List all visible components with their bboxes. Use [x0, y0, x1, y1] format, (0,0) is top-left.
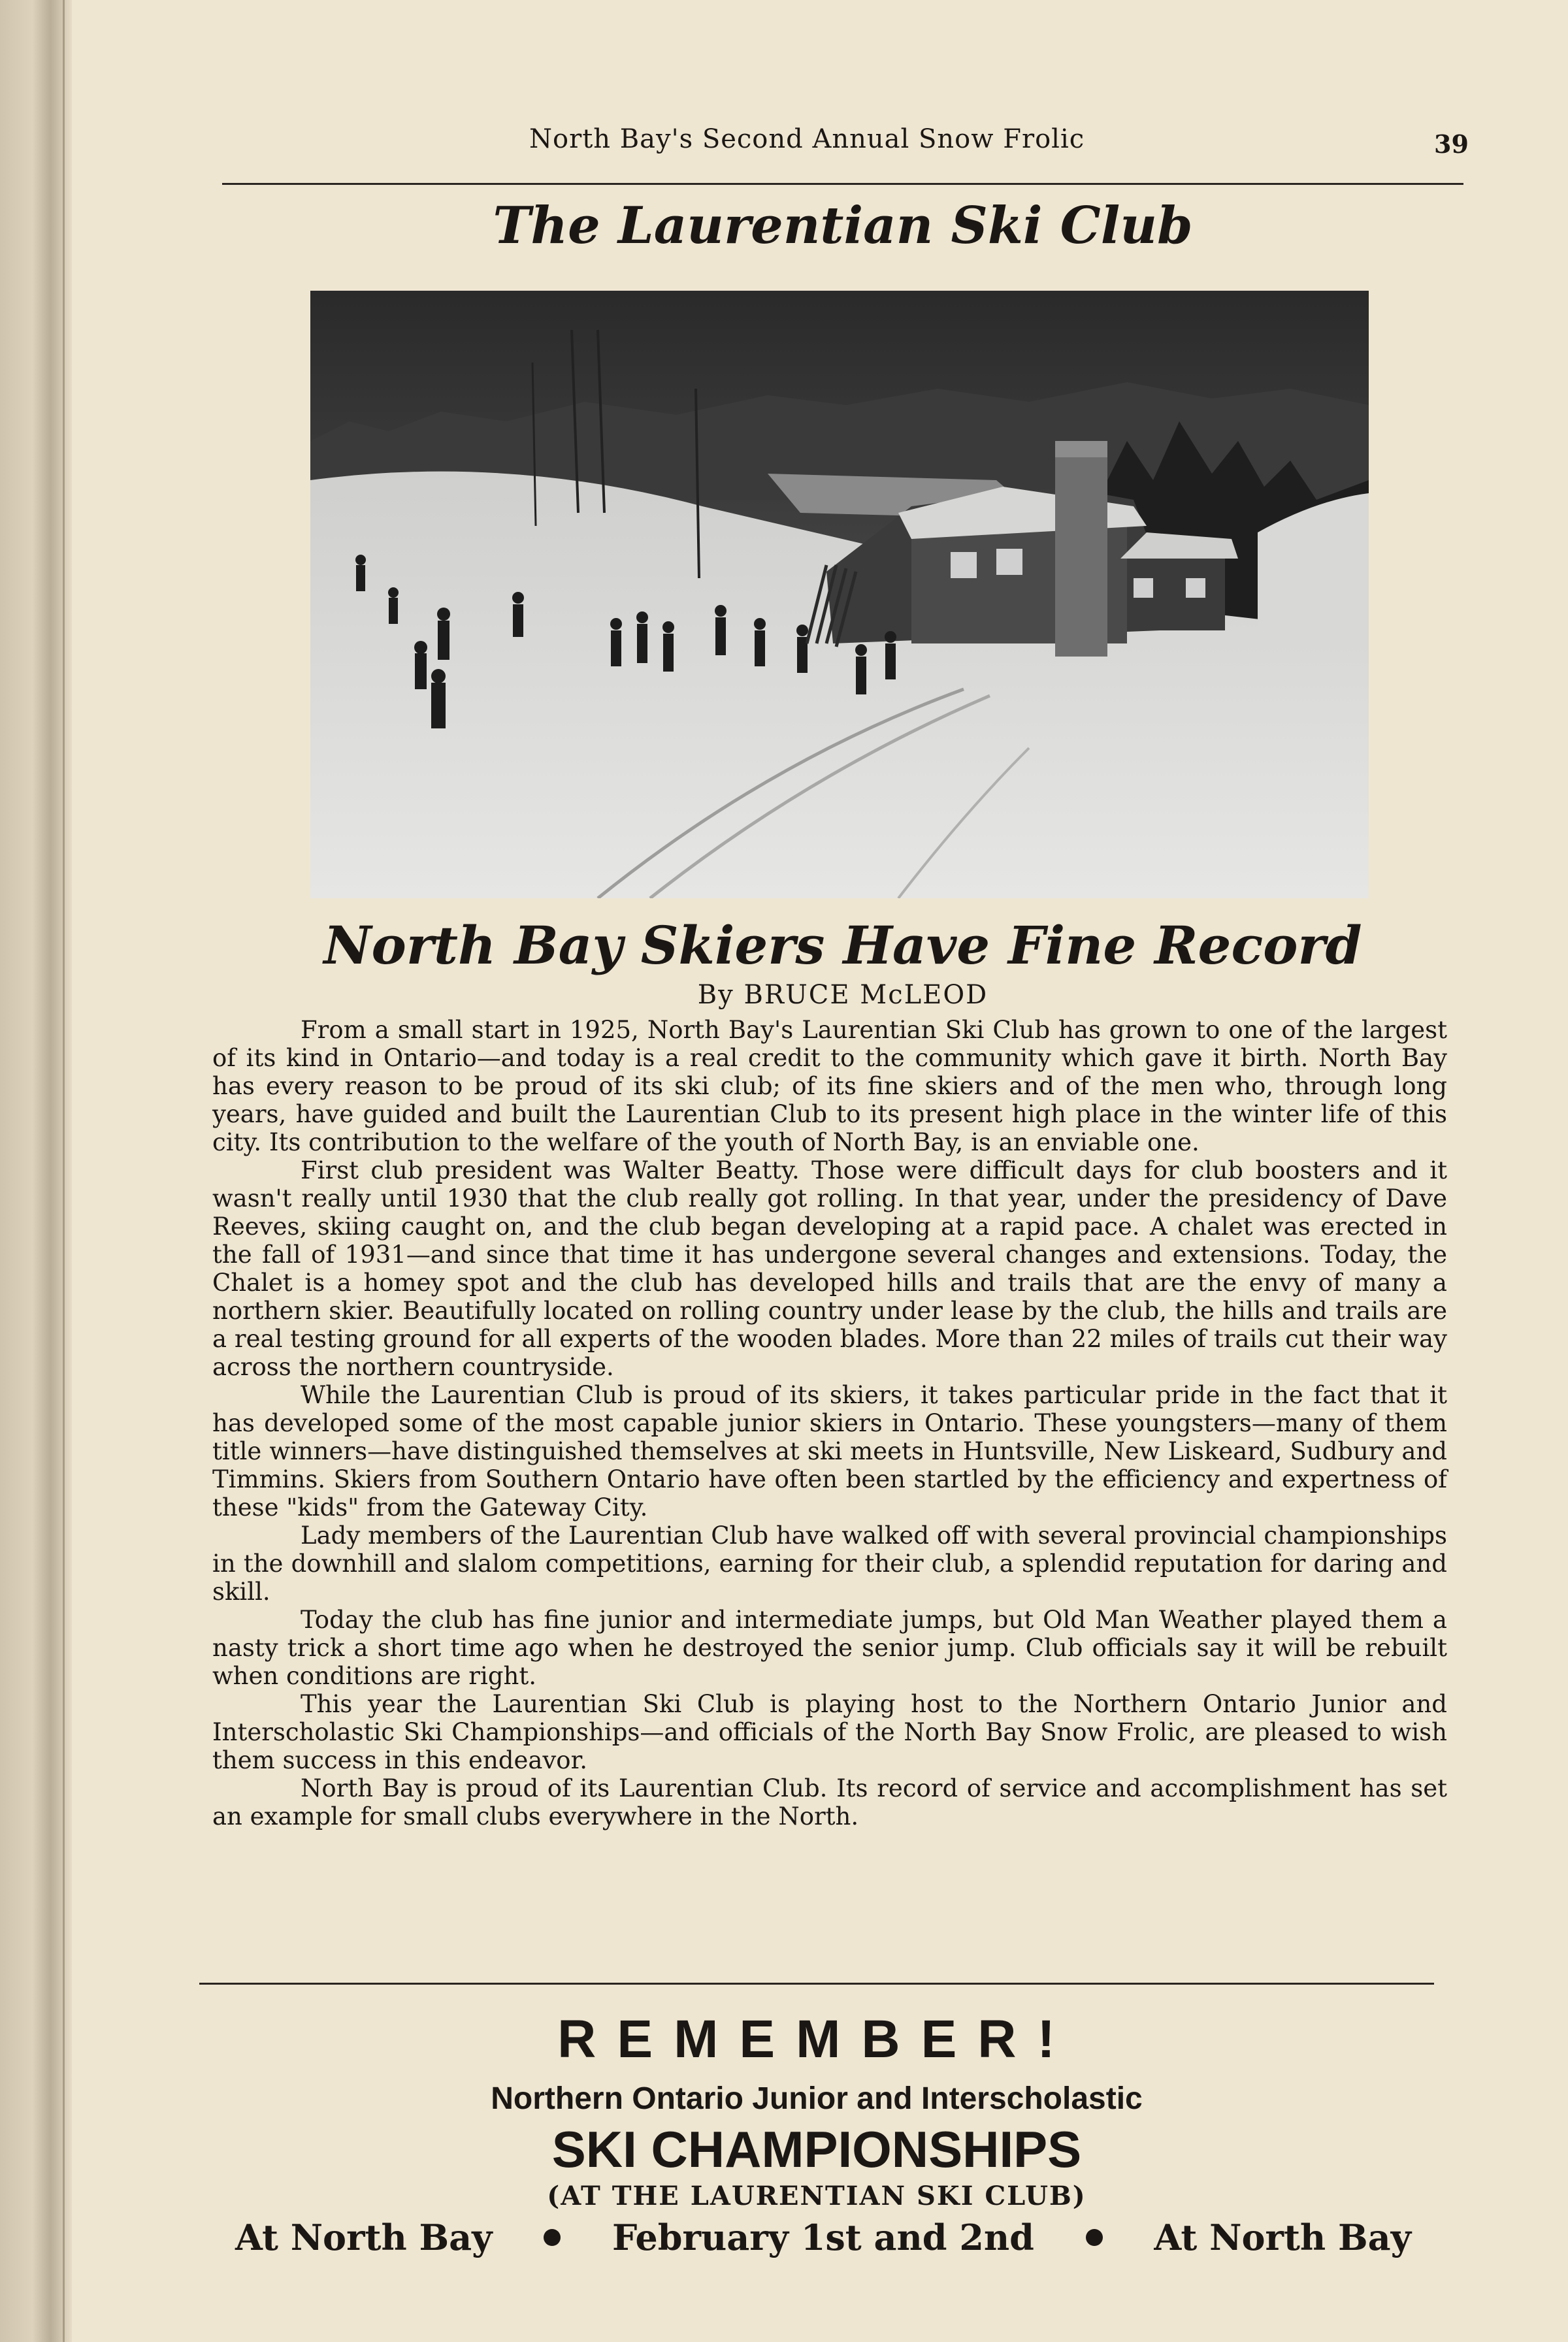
photo-lodge-skiers	[310, 291, 1369, 898]
championship-subtitle: Northern Ontario Junior and Interscholastic	[491, 2081, 1143, 2116]
article-body	[212, 1016, 1447, 1830]
header-rule	[222, 183, 1463, 185]
page-binding	[0, 0, 72, 2342]
page-header	[222, 118, 1469, 170]
club-title: The Laurentian Ski Club	[493, 196, 1193, 255]
article-paragraph: Lady members of the Laurentian Club have walked off with several provincial championships in the downhill and slalom competitions, earning for their club, a splendid reputation for daring and skill.	[212, 1521, 1447, 1606]
running-title: North Bay's Second Annual Snow Frolic	[529, 124, 1085, 154]
article-paragraph: From a small start in 1925, North Bay's Laurentian Ski Club has grown to one of the largest of its kind in Ontario—and today is a real credit to the community which gave it birth. North Bay has every reason to be proud of its ski club; of its fine skiers and of the men who, through long years, have guided and built the Laurentian Club to its present high place in the winter life of this city. Its contribution to the welfare of the youth of North Bay, is an enviable one.	[212, 1016, 1447, 1156]
article-paragraph: This year the Laurentian Ski Club is playing host to the Northern Ontario Junior and Interscholastic Ski Championships—and officials of the North Bay Snow Frolic, are pleased to wish them success in this endeavor.	[212, 1690, 1447, 1774]
section-rule	[199, 1983, 1434, 1985]
binding-edge	[63, 0, 65, 2342]
bullet-icon	[1086, 2229, 1103, 2246]
location-right: At North Bay	[1154, 2217, 1411, 2258]
remember-heading: REMEMBER!	[557, 2009, 1076, 2069]
event-dates: February 1st and 2nd	[612, 2217, 1034, 2258]
article-paragraph: While the Laurentian Club is proud of its skiers, it takes particular pride in the fact that it has developed some of the most capable junior skiers in Ontario. These youngsters—many of them title winners—have distinguished themselves at ski meets in Huntsville, New Liskeard, Sudbury and Timmins. Skiers from Southern Ontario have often been startled by the efficiency and expertness of these "kids" from the Gateway City.	[212, 1381, 1447, 1521]
bullet-icon	[544, 2229, 561, 2246]
championship-venue: (AT THE LAURENTIAN SKI CLUB)	[547, 2181, 1086, 2211]
article-title: North Bay Skiers Have Fine Record	[323, 915, 1362, 976]
page-number: 39	[1434, 129, 1469, 159]
article-paragraph: First club president was Walter Beatty. Those were difficult days for club boosters and it wasn't really until 1930 that the club really got rolling. In that year, under the presidency of Dave Reeves, skiing caught on, and the club began developing at a rapid pace. A chalet was erected in the fall of 1931—and since that time it has undergone several changes and extensions. Today, the Chalet is a homey spot and the club has developed hills and trails that are the envy of many a northern skier. Beautifully located on rolling country under lease by the club, the hills and trails are a real testing ground for all experts of the wooden blades. More than 22 miles of trails cut their way across the northern countryside.	[212, 1156, 1447, 1381]
article-paragraph: Today the club has fine junior and intermediate jumps, but Old Man Weather played them a nasty trick a short time ago when he destroyed the senior jump. Club officials say it will be rebuilt when conditions are right.	[212, 1606, 1447, 1690]
photo-illustration	[310, 291, 1369, 898]
event-details	[235, 2211, 1411, 2264]
article-paragraph: North Bay is proud of its Laurentian Club. Its record of service and accomplishment has set an example for small clubs everywhere in the North.	[212, 1774, 1447, 1830]
article-byline: By BRUCE McLEOD	[697, 980, 988, 1010]
championship-title: SKI CHAMPIONSHIPS	[551, 2121, 1082, 2178]
location-left: At North Bay	[235, 2217, 493, 2258]
